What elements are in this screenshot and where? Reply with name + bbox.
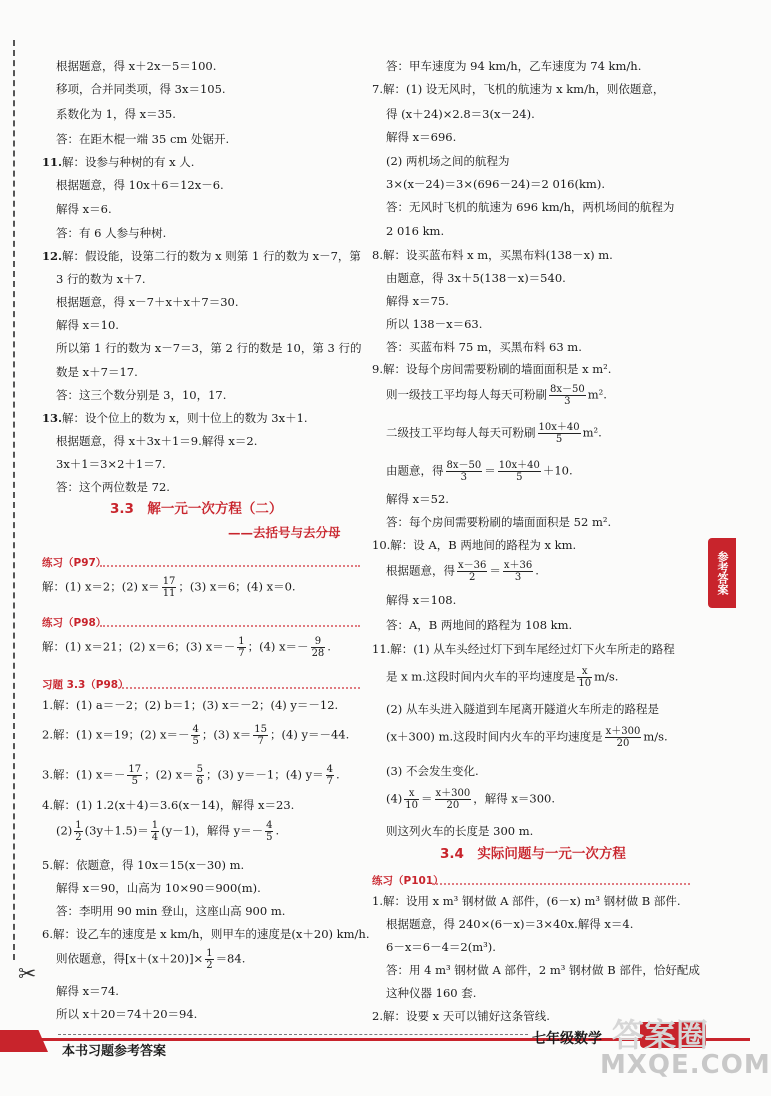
text-line: 解得 x＝696. [386,130,457,144]
fraction: $\frac{9}{28}$ [311,636,325,659]
watermark-logo: 答案圈 [612,1016,709,1054]
text-line: 解得 x＝10. [56,318,119,332]
text-line: 答：在距木棍一端 35 cm 处锯开. [56,132,230,146]
footer-divider [58,1034,528,1035]
text-line: 根据题意，得 240×(6－x)＝3×40x.解得 x＝4. [386,917,634,931]
text-line: 二级技工平均每人每天可粉刷 $\frac{10x+40}{5}$ m². [386,422,602,445]
question-11: 11.解：(1) 从车头经过灯下到车尾经过灯下火车所走的路程 [372,642,675,656]
fraction: $\frac{x+300}{20}$ [605,726,641,749]
homework-2: 2.解：(1) x＝19；(2) x＝－ $\frac{4}{5}$ ；(3) x＝ $\frac{15}{7}$ ；(4) y＝－44. [42,724,350,747]
scissors-icon: ✂ [18,962,37,987]
text-line: 解得 x＝52. [386,492,449,506]
text-line: 系数化为 1，得 x＝35. [56,107,176,121]
fraction: $\frac{4}{7}$ [326,764,334,787]
exercise-p98-answer: 解：(1) x＝21；(2) x＝6；(3) x＝－ $\frac{1}{7}$ ；(4) x＝－ $\frac{9}{28}$ . [42,636,331,659]
fraction: $\frac{x-36}{2}$ [458,560,487,583]
fraction: $\frac{4}{5}$ [266,820,273,843]
fraction: $\frac{1}{2}$ [75,820,82,843]
dotted-divider [100,565,360,567]
question-7: 7.解：(1) 设无风时，飞机的航速为 x km/h，则依题意， [372,82,665,96]
fraction: $\frac{4}{5}$ [192,724,199,747]
text-line: 则这列火车的长度是 300 m. [386,824,534,838]
question-9: 9.解：设每个房间需要粉刷的墙面面积是 x m². [372,362,612,376]
text-line: (2) 两机场之间的航程为 [386,154,510,168]
homework-6d: 所以 x＋20＝74＋20＝94. [56,1007,198,1021]
fraction: $\frac{17}{5}$ [128,764,142,787]
text-line: 2 016 km. [386,224,445,238]
homework-6c: 解得 x＝74. [56,984,119,998]
question-10: 10.解：设 A，B 两地间的路程为 x km. [372,538,577,552]
fraction: $\frac{x}{10}$ [578,666,592,689]
text-line: 答：甲车速度为 94 km/h，乙车速度为 74 km/h. [386,59,642,73]
fraction: $\frac{x+36}{3}$ [503,560,533,583]
question-13: 13.解：设个位上的数为 x，则十位上的数为 3x＋1. [42,411,308,425]
question-12: 12.解：假设能，设第二行的数为 x 则第 1 行的数为 x－7，第 [42,249,361,263]
fraction: $\frac{1}{4}$ [151,820,159,843]
exercise-1: 1.解：设用 x m³ 钢材做 A 部件，(6－x) m³ 钢材做 B 部件. [372,894,681,908]
text-line: 得 (x＋24)×2.8＝3(x－24). [386,107,535,121]
exercise-label-p98: 练习（P98） [42,617,107,629]
text-line: (x＋300) m.这段时间内火车的平均速度是 $\frac{x+300}{20}$ m/s. [386,726,668,749]
text-line: 6－x＝6－4＝2(m³). [386,940,496,954]
text-line: 答：A，B 两地间的路程为 108 km. [386,618,573,632]
homework-4a: 4.解：(1) 1.2(x＋4)＝3.6(x－14)，解得 x＝23. [42,798,295,812]
text-line: 解得 x＝75. [386,294,449,308]
text-line: 根据题意，得 x＋2x－5＝100. [56,59,217,73]
exercise-label-p97: 练习（P97） [42,557,107,569]
text-line: 根据题意，得 x－7＋x＋x＋7＝30. [56,295,239,309]
text-line: 则一级技工平均每人每天可粉刷 $\frac{8x-50}{3}$ m². [386,384,607,407]
text-line: 答：无风时飞机的航速为 696 km/h，两机场间的航程为 [386,200,675,214]
dotted-divider [118,687,360,689]
text-line: 移项，合并同类项，得 3x＝105. [56,82,226,96]
text-line: 3x＋1＝3×2＋1＝7. [56,457,166,471]
fraction: $\frac{8x-50}{3}$ [446,460,482,483]
homework-4b: (2) $\frac{1}{2}$ (3y＋1.5)＝ $\frac{1}{4}$ (y－1)，解得 y＝－ $\frac{4}{5}$ . [56,820,280,843]
footer-title: 本书习题参考答案 [62,1044,167,1059]
text-line: 根据题意，得 $\frac{x-36}{2}$ ＝ $\frac{x+36}{3}$ . [386,560,539,583]
exercise-p97-answer: 解：(1) x＝2；(2) x＝ $\frac{17}{11}$ ；(3) x＝6；(4) x＝0. [42,576,296,599]
text-line: 由题意，得 $\frac{8x-50}{3}$ ＝ $\frac{10x+40}{5}$ ＋10. [386,460,573,483]
text-line: 根据题意，得 x＋3x＋1＝9.解得 x＝2. [56,434,258,448]
homework-5a: 5.解：依题意，得 10x＝15(x－30) m. [42,858,245,872]
section-title-3-4: 3.4 实际问题与一元一次方程 [440,846,626,862]
footer-accent [0,1030,48,1052]
fraction: $\frac{1}{7}$ [238,636,245,659]
fraction: $\frac{x+300}{20}$ [435,788,471,811]
homework-6b: 则依题意，得[x＋(x＋20)]× $\frac{1}{2}$ ＝84. [56,948,246,971]
text-line: 答：有 6 人参与种树. [56,226,167,240]
text-line: 这种仪器 160 套. [386,986,477,1000]
side-tab[interactable]: 参考答案 [708,538,736,608]
text-line: 根据题意，得 10x＋6＝12x－6. [56,178,224,192]
fraction: $\frac{10x+40}{5}$ [538,422,580,445]
text-line: 解得 x＝108. [386,593,457,607]
text-line: (4) $\frac{x}{10}$ ＝ $\frac{x+300}{20}$ ，解得 x＝300. [386,788,556,811]
question-8: 8.解：设买蓝布料 x m，买黑布料(138－x) m. [372,248,613,262]
text-line: (2) 从车头进入隧道到车尾离开隧道火车所走的路程是 [386,702,659,716]
dotted-divider [432,883,690,885]
section-subtitle-3-3: ——去括号与去分母 [228,525,341,540]
fraction: $\frac{5}{6}$ [196,764,203,787]
text-line: 答：用 4 m³ 钢材做 A 部件，2 m³ 钢材做 B 部件，恰好配成 [386,963,700,977]
text-line: 所以第 1 行的数为 x－7＝3，第 2 行的数是 10，第 3 行的 [56,341,362,355]
homework-1: 1.解：(1) a＝－2；(2) b＝1；(3) x＝－2；(4) y＝－12. [42,698,339,712]
fraction: $\frac{1}{2}$ [206,948,213,971]
watermark: MXQE.COM [600,1050,771,1080]
homework-6a: 6.解：设乙车的速度是 x km/h，则甲车的速度是(x＋20) km/h. [42,927,370,941]
text-line: 3×(x－24)＝3×(696－24)＝2 016(km). [386,177,605,191]
text-line: 答：每个房间需要粉刷的墙面面积是 52 m². [386,515,612,529]
exercise-label-p101: 练习（P101） [372,875,444,887]
fraction: $\frac{8x-50}{3}$ [550,384,585,407]
text-line: 答：这个两位数是 72. [56,480,170,494]
dotted-divider [100,625,360,627]
text-line: 解得 x＝6. [56,202,112,216]
section-title-3-3: 3.3 解一元一次方程（二） [110,501,283,517]
homework-3: 3.解：(1) x＝－ $\frac{17}{5}$ ；(2) x＝ $\frac{5}{6}$ ；(3) y＝－1；(4) y＝ $\frac{4}{7}$ . [42,764,340,787]
fraction: $\frac{10x+40}{5}$ [498,460,540,483]
text-line: 答：买蓝布料 75 m，买黑布料 63 m. [386,340,582,354]
fraction: $\frac{15}{7}$ [254,724,268,747]
homework-5c: 答：李明用 90 min 登山，这座山高 900 m. [56,904,286,918]
text-line: 由题意，得 3x＋5(138－x)＝540. [386,271,566,285]
fraction: $\frac{17}{11}$ [162,576,176,599]
text-line: 是 x m.这段时间内火车的平均速度是 $\frac{x}{10}$ m/s. [386,666,619,689]
text-line: 答：这三个数分别是 3，10，17. [56,388,227,402]
exercise-2: 2.解：设要 x 天可以铺好这条管线. [372,1009,550,1023]
text-line: 所以 138－x＝63. [386,317,483,331]
text-line: 数是 x＋7＝17. [56,365,138,379]
cut-line [13,40,15,960]
homework-label-3-3: 习题 3.3（P98） [42,679,129,691]
homework-5b: 解得 x＝90，山高为 10×90＝900(m). [56,881,261,895]
question-11: 11.解：设参与种树的有 x 人. [42,155,195,169]
footer-subject: 七年级数学 [532,1031,602,1047]
text-line: 3 行的数为 x＋7. [56,272,146,286]
fraction: $\frac{x}{10}$ [405,788,419,811]
text-line: (3) 不会发生变化. [386,764,479,778]
